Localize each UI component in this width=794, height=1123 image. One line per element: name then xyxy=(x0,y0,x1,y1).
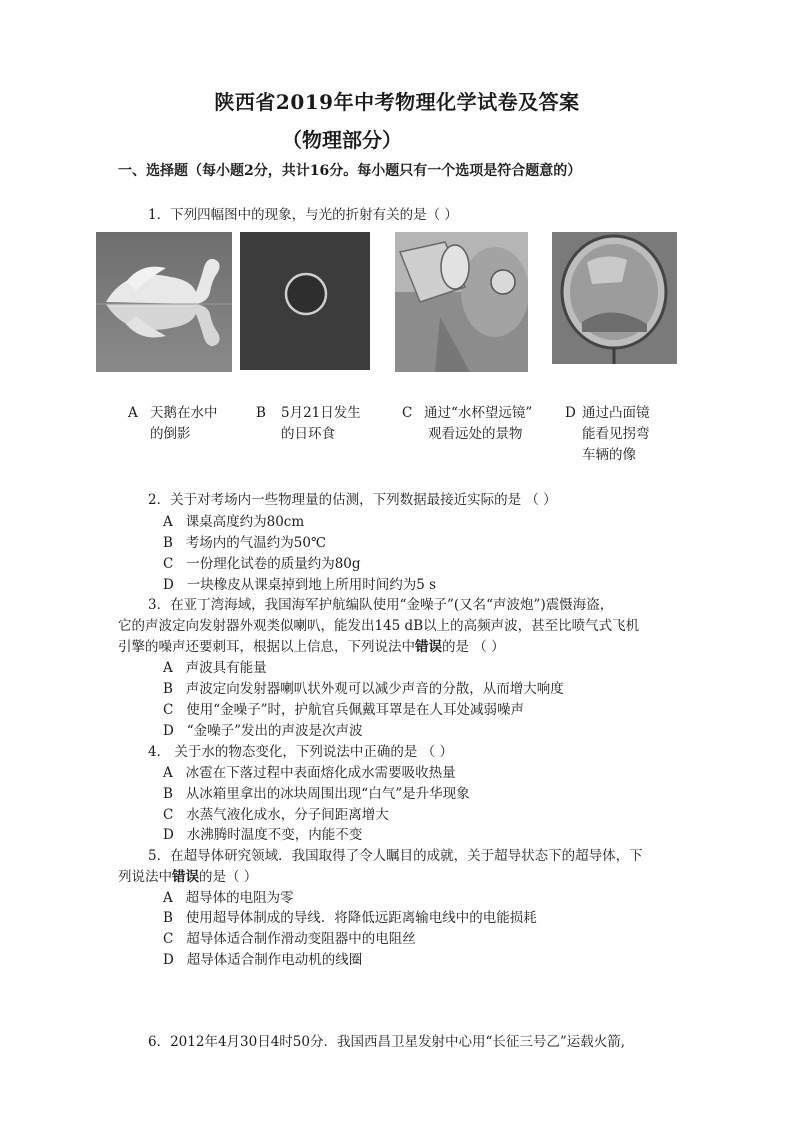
q1-option-d-letter: D xyxy=(565,405,576,421)
q1-option-d-line3: 车辆的像 xyxy=(582,447,636,463)
q4-option-d-text: 水沸腾时温度不变，内能不变 xyxy=(186,827,363,843)
q1-option-b-line2: 的日环食 xyxy=(281,426,335,442)
q3-line3-pre: 引擎的噪声还要刺耳，根据以上信息，下列说法中 xyxy=(118,639,415,655)
page-title: 陕西省2019年中考物理化学试卷及答案 xyxy=(214,90,580,114)
q5-line2 xyxy=(118,865,257,885)
q5-line2-post: 的是（ ） xyxy=(199,869,258,885)
q5-option-b xyxy=(163,906,537,926)
q1-option-a-text xyxy=(150,403,218,445)
page-subtitle: （物理部分） xyxy=(282,128,402,152)
q3-option-a-letter: A xyxy=(163,660,173,676)
q3-option-d-letter: D xyxy=(163,723,174,739)
q3-option-b xyxy=(163,677,564,697)
q3-option-d-text: “金噪子”发出的声波是次声波 xyxy=(186,723,363,739)
q1-option-c-text xyxy=(424,403,532,445)
q4-option-c-letter: C xyxy=(163,807,174,823)
q2-option-a xyxy=(163,510,304,530)
q5-option-b-text: 使用超导体制成的导线．将降低远距离输电线中的电能损耗 xyxy=(185,910,537,926)
q2-option-b xyxy=(163,531,326,551)
q1-option-c-line1: 通过“水杯望远镜” xyxy=(424,405,533,421)
q4-option-a-text: 冰雹在下落过程中表面熔化成水需要吸收热量 xyxy=(185,765,456,781)
q5-option-b-letter: B xyxy=(163,910,173,926)
q1-option-a-letter: A xyxy=(128,405,138,421)
q6-line1: 6．2012年4月30日4时50分．我国西昌卫星发射中心用“长征三号乙”运载火箭, xyxy=(148,1034,626,1050)
q1-option-c-line2: 观看远处的景物 xyxy=(428,426,523,442)
q1-option-d-text xyxy=(582,403,650,466)
q3-option-c-text: 使用“金噪子”时，护航官兵佩戴耳罩是在人耳处减弱噪声 xyxy=(186,702,525,718)
q5-option-d-text: 超导体适合制作电动机的线圈 xyxy=(186,952,363,968)
solar-eclipse-photo xyxy=(240,232,370,370)
q4-option-a-letter: A xyxy=(163,765,173,781)
q4-option-a xyxy=(163,761,456,781)
q5-option-d-letter: D xyxy=(163,952,174,968)
q4-option-d xyxy=(163,823,362,843)
q2-option-d-text: 一块橡皮从课桌掉到地上所用时间约为5 s xyxy=(186,577,437,593)
q1-stem: 1．下列四幅图中的现象，与光的折射有关的是（ ） xyxy=(148,207,458,223)
q3-line1: 3．在亚丁湾海域，我国海军护航编队使用“金噪子”(又名“声波炮”)震慑海盗， xyxy=(148,597,614,613)
q4-option-d-letter: D xyxy=(163,827,174,843)
q2-option-a-letter: A xyxy=(163,514,173,530)
q4-option-c-text: 水蒸气液化成水，分子间距离增大 xyxy=(186,807,389,823)
q1-option-a-line2: 的倒影 xyxy=(150,426,191,442)
q5-option-a-letter: A xyxy=(163,890,173,906)
section-heading: 一、选择题（每小题2分，共计16分。每小题只有一个选项是符合题意的） xyxy=(118,163,582,179)
q3-option-a xyxy=(163,656,267,676)
q1-option-b-letter: B xyxy=(256,405,266,421)
q5-line2-emphasis: 错误 xyxy=(172,869,199,885)
q2-option-d xyxy=(163,573,436,593)
q4-option-c xyxy=(163,803,389,823)
q3-option-c xyxy=(163,698,524,718)
q5-option-c-text: 超导体适合制作滑动变阻器中的电阻丝 xyxy=(186,931,416,947)
q3-option-b-letter: B xyxy=(163,681,173,697)
q3-line3-emphasis: 错误 xyxy=(415,639,442,655)
q1-option-b-text xyxy=(281,403,361,445)
q4-option-b xyxy=(163,782,470,802)
q2-option-c-text: 一份理化试卷的质量约为80g xyxy=(186,556,361,572)
q4-stem: 4． 关于水的物态变化，下列说法中正确的是 （ ） xyxy=(148,744,453,760)
q4-option-b-text: 从冰箱里拿出的冰块周围出现“白气”是升华现象 xyxy=(185,786,470,802)
q1-option-d-line1: 通过凸面镜 xyxy=(582,405,650,421)
q2-option-d-letter: D xyxy=(163,577,174,593)
convex-mirror-photo xyxy=(552,232,677,364)
q2-option-a-text: 课桌高度约为80cm xyxy=(185,514,305,530)
q5-line1: 5．在超导体研究领域．我国取得了令人瞩目的成就，关于超导状态下的超导体，下 xyxy=(148,848,643,864)
q5-option-c xyxy=(163,927,416,947)
q3-option-c-letter: C xyxy=(163,702,174,718)
q5-option-c-letter: C xyxy=(163,931,174,947)
q1-option-b-line1: 5月21日发生 xyxy=(281,405,361,421)
q5-option-a-text: 超导体的电阻为零 xyxy=(185,890,294,906)
q1-option-a-line1: 天鹅在水中 xyxy=(150,405,218,421)
q5-line2-pre: 列说法中 xyxy=(118,869,172,885)
q2-option-b-letter: B xyxy=(163,535,173,551)
q2-option-c xyxy=(163,552,361,572)
water-cup-telescope-photo xyxy=(395,232,528,372)
q1-option-c-letter: C xyxy=(402,405,413,421)
q2-stem: 2．关于对考场内一些物理量的估测，下列数据最接近实际的是 （ ） xyxy=(148,492,557,508)
swan-reflection-photo xyxy=(96,232,232,372)
q3-option-b-text: 声波定向发射器喇叭状外观可以减少声音的分散，从而增大响度 xyxy=(185,681,564,697)
q2-option-b-text: 考场内的气温约为50℃ xyxy=(185,535,327,551)
q3-line2: 它的声波定向发射器外观类似喇叭，能发出145 dB以上的高频声波，甚至比喷气式飞机 xyxy=(118,618,640,634)
q2-option-c-letter: C xyxy=(163,556,174,572)
q3-line3 xyxy=(118,635,505,655)
q3-option-a-text: 声波具有能量 xyxy=(185,660,267,676)
q5-option-a xyxy=(163,886,294,906)
q3-option-d xyxy=(163,719,363,739)
q5-option-d xyxy=(163,948,362,968)
q3-line3-post: 的是 （ ） xyxy=(442,639,505,655)
q4-option-b-letter: B xyxy=(163,786,173,802)
q1-option-d-line2: 能看见拐弯 xyxy=(582,426,650,442)
